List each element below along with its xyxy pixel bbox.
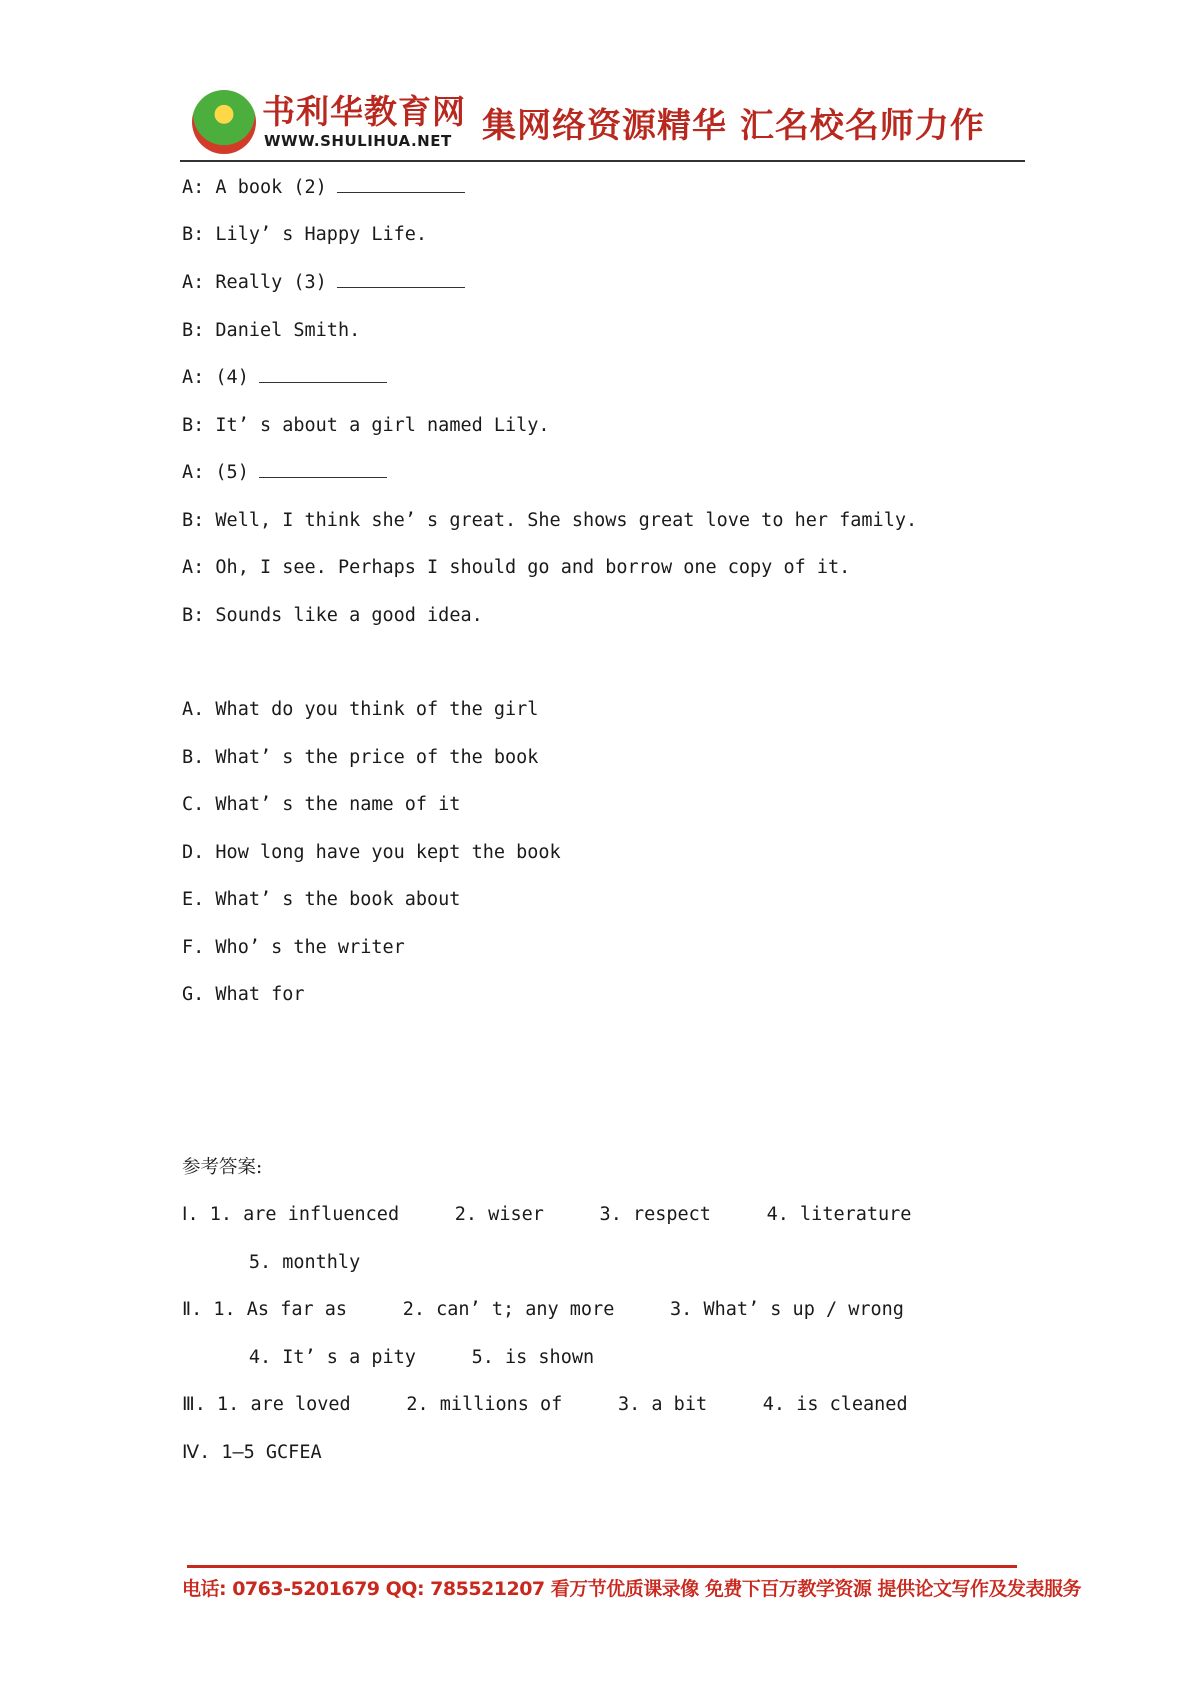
dialogue-line <box>182 366 387 390</box>
answer-line: Ⅱ. 1. As far as 2. can’ t; any more 3. What’ s up / wrong <box>182 1299 904 1320</box>
answer-line: 5. monthly <box>182 1252 361 1273</box>
speaker-label: A: <box>182 272 205 293</box>
dialogue-line <box>182 461 387 485</box>
answer-line: Ⅲ. 1. are loved 2. millions of 3. a bit 4. is cleaned <box>182 1394 908 1415</box>
answer-blank[interactable] <box>337 176 465 193</box>
dialogue-text: Sounds like a good idea. <box>215 605 483 626</box>
logo-title: 书利华教育网 <box>262 92 466 131</box>
dialogue-text: (4) <box>215 367 249 388</box>
answer-line: 4. It’ s a pity 5. is shown <box>182 1347 595 1368</box>
answer-line: Ⅳ. 1—5 GCFEA <box>182 1442 322 1463</box>
answer-blank[interactable] <box>259 366 387 383</box>
dialogue-line <box>182 319 360 343</box>
speaker-label: B: <box>182 510 205 531</box>
dialogue-line <box>182 223 427 247</box>
option-item: E. What’ s the book about <box>182 889 461 910</box>
dialogue-line <box>182 414 550 438</box>
answers-title: 参考答案: <box>182 1157 263 1178</box>
speaker-label: B: <box>182 320 205 341</box>
logo-url: WWW.SHULIHUA.NET <box>264 132 452 150</box>
speaker-label: A: <box>182 462 205 483</box>
header-slogan: 集网络资源精华 汇名校名师力作 <box>482 106 985 146</box>
option-item: D. How long have you kept the book <box>182 842 561 863</box>
dialogue-line <box>182 556 850 580</box>
header-divider <box>180 160 1025 162</box>
dialogue-line <box>182 509 917 533</box>
speaker-label: B: <box>182 415 205 436</box>
dialogue-line <box>182 176 465 200</box>
dialogue-line <box>182 271 465 295</box>
speaker-label: A: <box>182 177 205 198</box>
dialogue-text: It’ s about a girl named Lily. <box>215 415 550 436</box>
footer-contact: 电话: 0763-5201679 QQ: 785521207 看万节优质课录像 免费下百万教学资源 提供论文写作及发表服务 <box>182 1578 1081 1600</box>
speaker-label: B: <box>182 224 205 245</box>
dialogue-text: Really (3) <box>215 272 327 293</box>
answer-blank[interactable] <box>337 271 465 288</box>
logo-icon <box>192 90 256 154</box>
dialogue-text: Oh, I see. Perhaps I should go and borrow one copy of it. <box>215 557 851 578</box>
option-item: F. Who’ s the writer <box>182 937 405 958</box>
dialogue-text: Well, I think she’ s great. She shows great love to her family. <box>215 510 918 531</box>
dialogue-text: Daniel Smith. <box>215 320 361 341</box>
dialogue-text: (5) <box>215 462 249 483</box>
option-item: C. What’ s the name of it <box>182 794 461 815</box>
dialogue-line <box>182 604 483 628</box>
speaker-label: A: <box>182 367 205 388</box>
dialogue-text: A book (2) <box>215 177 327 198</box>
option-item: A. What do you think of the girl <box>182 699 539 720</box>
answer-blank[interactable] <box>259 461 387 478</box>
footer-divider <box>187 1565 1017 1568</box>
option-item: G. What for <box>182 984 305 1005</box>
dialogue-text: Lily’ s Happy Life. <box>215 224 428 245</box>
speaker-label: B: <box>182 605 205 626</box>
option-item: B. What’ s the price of the book <box>182 747 539 768</box>
answer-line: Ⅰ. 1. are influenced 2. wiser 3. respect 4. literature <box>182 1204 912 1225</box>
speaker-label: A: <box>182 557 205 578</box>
page-header <box>180 84 1030 160</box>
